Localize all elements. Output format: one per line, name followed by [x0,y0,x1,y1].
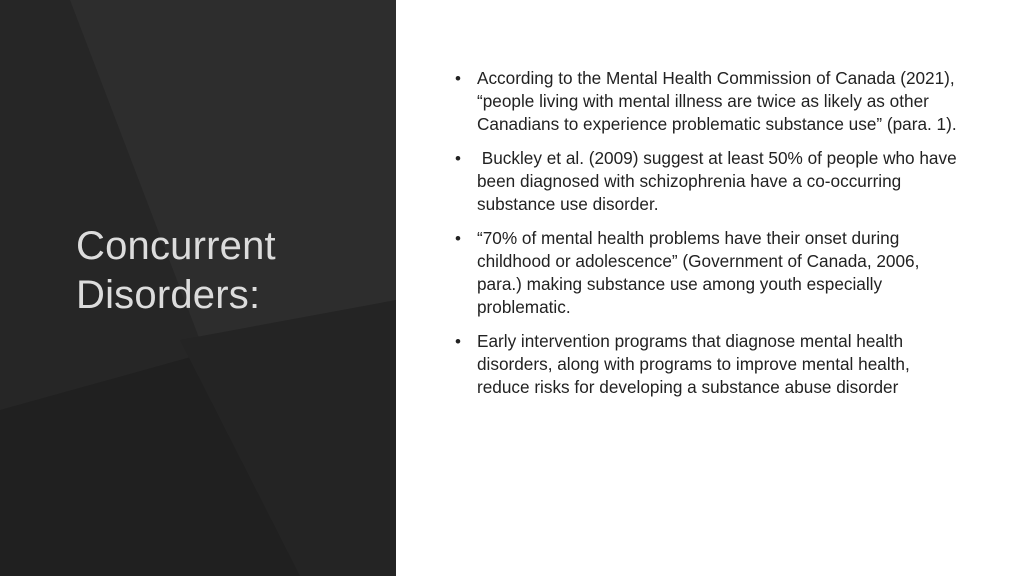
slide-title [76,222,376,320]
bullet-item-3 [455,227,965,319]
bullet-icon: • [455,69,461,88]
slide-title-line-2: Disorders: [76,273,261,317]
bullet-text: According to the Mental Health Commission of Canada (2021), “people living with mental illness are twice as likely as other Canadians to experience problematic substance use” (para. 1). [477,68,957,134]
bullet-list [455,67,965,399]
bullet-text: “70% of mental health problems have their onset during childhood or adolescence” (Government of Canada, 2006, para.) making substance use among youth especially problematic. [477,228,920,317]
content-area [455,67,965,410]
bullet-text: Early intervention programs that diagnose mental health disorders, along with programs to improve mental health, reduce risks for developing a substance abuse disorder [477,331,910,397]
bullet-text: Buckley et al. (2009) suggest at least 50% of people who have been diagnosed with schizophrenia have a co-occurring substance use disorder. [477,148,962,214]
bullet-icon: • [455,229,461,248]
title-panel [0,0,396,576]
bullet-icon: • [455,332,461,351]
bullet-item-1 [455,67,965,136]
bullet-item-4 [455,330,965,399]
bullet-icon: • [455,149,461,168]
slide-title-line-1: Concurrent [76,224,276,268]
bullet-item-2 [455,147,965,216]
